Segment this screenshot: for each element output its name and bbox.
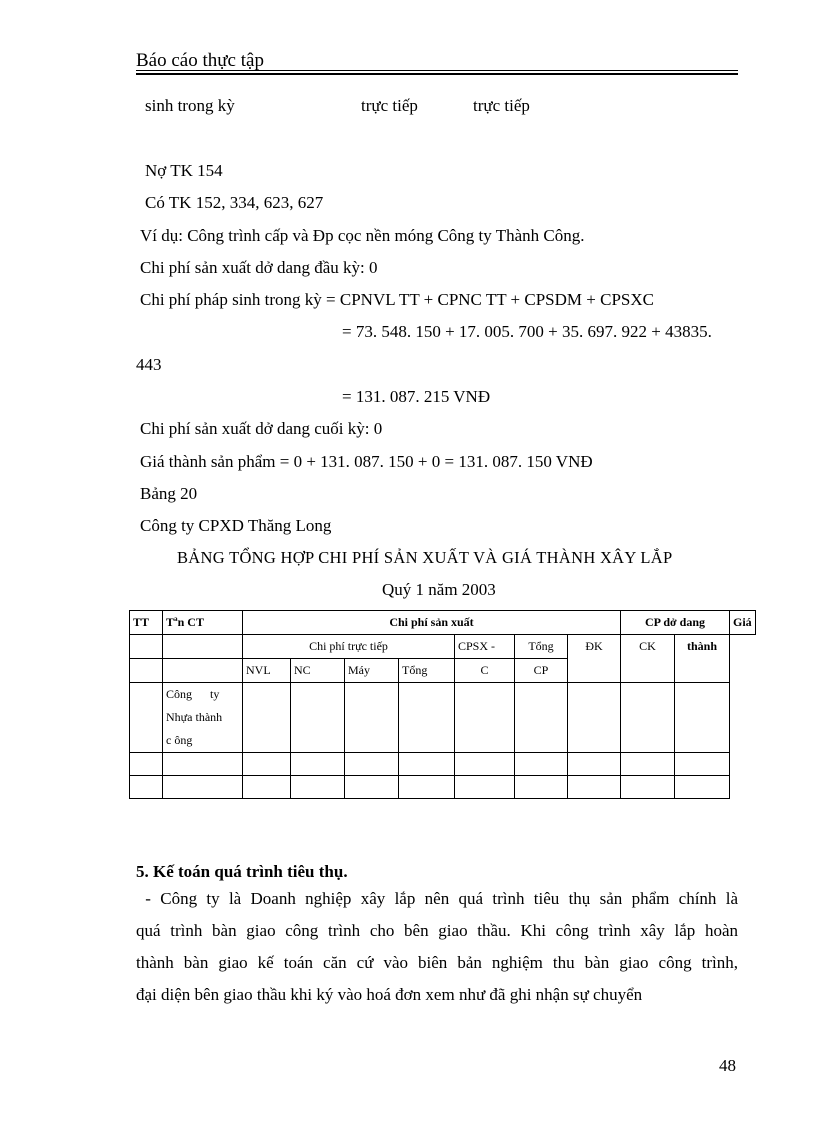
body-line-2: quá trình bàn giao công trình cho bên giao thầu. Khi công trình xây lắp hoàn [136, 921, 738, 940]
header-rule-thick [136, 73, 738, 75]
example-line: Ví dụ: Công trình cấp và Đp cọc nền móng Công ty Thành Công. [140, 226, 585, 245]
th-gia: Giá [730, 611, 756, 635]
body-line-1: - Công ty là Doanh nghiệp xây lắp nên quá trình tiêu thụ sản phẩm chính là [136, 889, 738, 908]
top-row-col2: trực tiếp [361, 96, 418, 115]
opening-wip-line: Chi phí sản xuất dở dang đầu kỳ: 0 [140, 258, 378, 277]
header-rule-thin [136, 70, 738, 71]
body-line-3: thành bàn giao kế toán căn cứ vào biên bản nghiệm thu bàn giao công trình, [136, 953, 738, 972]
th-thanh: thành [675, 635, 730, 683]
page-number: 48 [719, 1056, 736, 1075]
th-tong-cp-2: CP [515, 659, 568, 683]
row1-name-line3: c ông [166, 733, 193, 747]
entry-debit: Nợ TK 154 [145, 161, 223, 180]
cell-empty [130, 683, 163, 753]
body-line-4: đại diện bên giao thầu khi ký vào hoá đơn xem như đã ghi nhận sự chuyển [136, 985, 643, 1004]
th-ck: CK [621, 635, 675, 683]
th-tong: Tổng [399, 659, 455, 683]
cost-summary-table [129, 610, 756, 799]
table-subtitle: Quý 1 năm 2003 [382, 580, 496, 599]
th-dk: ĐK [568, 635, 621, 683]
cell-empty [621, 683, 675, 753]
th-ten-ct: Tªn CT [163, 611, 243, 635]
top-row-col3: trực tiếp [473, 96, 530, 115]
section-heading: 5. Kế toán quá trình tiêu thụ. [136, 862, 348, 881]
section-body [136, 883, 738, 1011]
th-tong-cp-1: Tổng [515, 635, 568, 659]
company-name: Công ty CPXD Thăng Long [140, 516, 332, 535]
cell-empty [130, 635, 163, 659]
incurred-values-cont: 443 [136, 355, 162, 374]
cell-empty [345, 683, 399, 753]
cost-price-line: Giá thành sản phẩm = 0 + 131. 087. 150 + 0 = 131. 087. 150 VNĐ [140, 452, 593, 471]
th-cpsx-c-2: C [455, 659, 515, 683]
incurred-formula-line: Chi phí pháp sinh trong kỳ = CPNVL TT + CPNC TT + CPSDM + CPSXC [140, 290, 654, 309]
row1-name-line2: Nhựa thành [166, 710, 223, 724]
th-cp-truc-tiep: Chi phí trực tiếp [243, 635, 455, 659]
cell-empty [163, 659, 243, 683]
th-may: Máy [345, 659, 399, 683]
th-nc: NC [291, 659, 345, 683]
entry-credit: Có TK 152, 334, 623, 627 [145, 193, 324, 212]
incurred-values-line: = 73. 548. 150 + 17. 005. 700 + 35. 697. 922 + 43835. [342, 322, 712, 341]
cell-empty [163, 635, 243, 659]
cell-empty [291, 683, 345, 753]
th-cpsx-c-1: CPSX - [455, 635, 515, 659]
cell-empty [130, 659, 163, 683]
row1-name-line1: Công ty [166, 687, 220, 701]
th-cpsx: Chi phí sản xuất [243, 611, 621, 635]
table-number: Bảng 20 [140, 484, 198, 503]
header-title: Báo cáo thực tập [136, 50, 264, 71]
row1-name-cell [163, 683, 243, 753]
cell-empty [568, 683, 621, 753]
closing-wip-line: Chi phí sản xuất dở dang cuối kỳ: 0 [140, 419, 383, 438]
cell-empty [399, 683, 455, 753]
th-tt: TT [130, 611, 163, 635]
incurred-total-line: = 131. 087. 215 VNĐ [342, 387, 491, 406]
cell-empty [455, 683, 515, 753]
cell-empty [675, 683, 730, 753]
th-cp-do-dang: CP dở dang [621, 611, 730, 635]
th-nvl: NVL [243, 659, 291, 683]
table-title: BẢNG TỔNG HỢP CHI PHÍ SẢN XUẤT VÀ GIÁ THÀNH XÂY LẮP [177, 548, 673, 567]
cell-empty [515, 683, 568, 753]
cell-empty [243, 683, 291, 753]
top-row-col1: sinh trong kỳ [145, 96, 235, 115]
